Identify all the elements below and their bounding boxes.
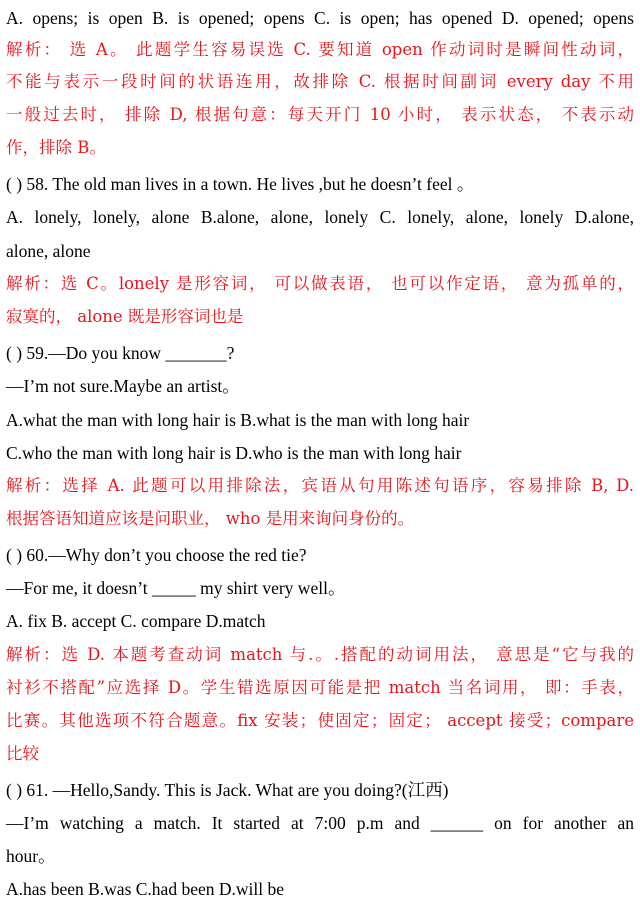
- analysis-line-59-2: 根据答语知道应该是问职业， who 是用来询问身份的。: [6, 509, 415, 528]
- answer-60: —For me, it doesn’t _____ my shirt very well。: [6, 578, 346, 598]
- analysis-line-60-1: 解析：选 D. 本题考查动词 match 与.。.搭配的动词用法， 意思是“它与我的: [6, 645, 634, 664]
- options-58-line-2: alone, alone: [6, 241, 91, 261]
- analysis-line-60-3: 比赛。其他选项不符合题意。fix 安装；使固定；固定； accept 接受；compare: [6, 711, 634, 730]
- answer-59: —I’m not sure.Maybe an artist。: [6, 376, 240, 396]
- question-58: ( ) 58. The old man lives in a town. He lives ,but he doesn’t feel 。: [6, 174, 475, 194]
- analysis-line-58-1: 解析：选 C。lonely 是形容词， 可以做表语， 也可以作定语， 意为孤单的，: [6, 274, 634, 293]
- question-61: ( ) 61. —Hello,Sandy. This is Jack. What are you doing?(江西): [6, 780, 449, 800]
- analysis-line-58-2: 寂寞的， alone 既是形容词也是: [6, 307, 244, 326]
- question-59: ( ) 59.—Do you know _______?: [6, 343, 235, 363]
- answer-61-line-2: hour。: [6, 846, 56, 866]
- analysis-line-60-2: 衬衫不搭配”应选择 D。学生错选原因可能是把 match 当名词用， 即：手表，: [6, 678, 634, 697]
- analysis-line-60-4: 比较: [6, 744, 39, 763]
- question-60: ( ) 60.—Why don’t you choose the red tie?: [6, 545, 307, 565]
- answer-61-line-1: —I’m watching a match. It started at 7:00 p.m and ______ on for another an: [6, 813, 634, 833]
- options-61: A.has been B.was C.had been D.will be: [6, 879, 284, 899]
- analysis-line-57-1: 解析： 选 A。 此题学生容易误选 C. 要知道 open 作动词时是瞬间性动词，: [6, 40, 634, 59]
- options-59-line-1: A.what the man with long hair is B.what is the man with long hair: [6, 410, 470, 430]
- analysis-line-57-2: 不能与表示一段时间的状语连用，故排除 C. 根据时间副词 every day 不用: [6, 72, 634, 91]
- options-60: A. fix B. accept C. compare D.match: [6, 611, 266, 631]
- options-58-line-1: A. lonely, lonely, alone B.alone, alone, lonely C. lonely, alone, lonely D.alone,: [6, 207, 634, 227]
- text-line-options-57: A. opens; is open B. is opened; opens C. is open; has opened D. opened; opens: [6, 8, 634, 28]
- options-59-line-2: C.who the man with long hair is D.who is the man with long hair: [6, 443, 462, 463]
- analysis-line-57-4: 作，排除 B。: [6, 138, 106, 157]
- analysis-line-59-1: 解析：选择 A. 此题可以用排除法，宾语从句用陈述句语序，容易排除 B, D.: [6, 476, 634, 495]
- analysis-line-57-3: 一般过去时， 排除 D, 根据句意：每天开门 10 小时， 表示状态， 不表示动: [6, 105, 634, 124]
